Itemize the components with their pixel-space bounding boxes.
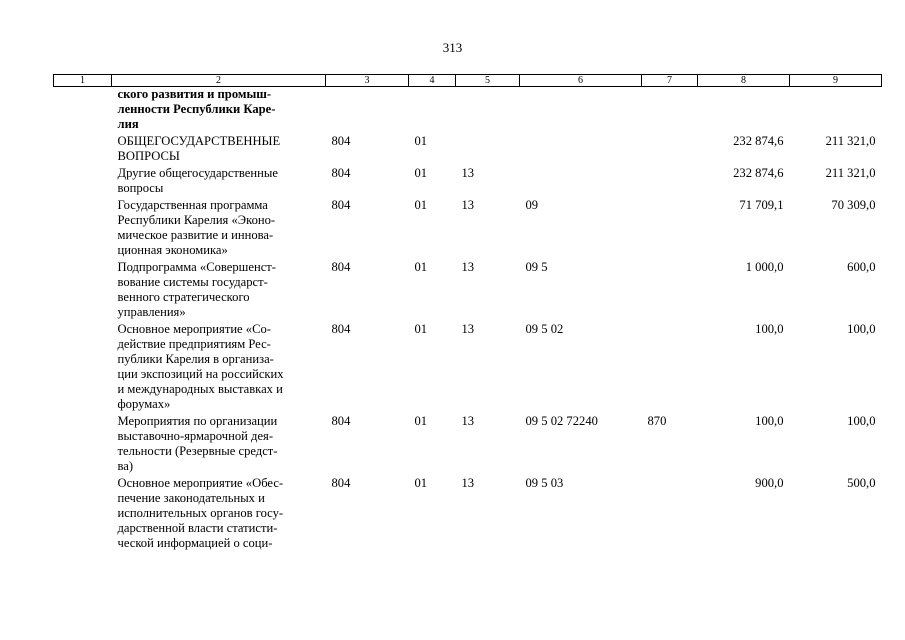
amount-year1-cell: 100,0 xyxy=(755,322,784,336)
amount-year1-cell xyxy=(698,87,790,135)
target-article-code-cell xyxy=(520,87,642,135)
ministry-code-cell: 804 xyxy=(331,414,351,428)
section-code-cell: 01 xyxy=(414,198,428,212)
item-name-cell: Основное мероприятие «Обес- печение законодательных и исполнительных органов госу- дарственной власти статисти- ческой информацией о соци- xyxy=(117,476,284,550)
item-name-cell: Другие общегосударственные вопросы xyxy=(117,166,278,195)
target-article-code-cell: 09 5 02 72240 xyxy=(525,414,598,428)
expense-type-code-cell xyxy=(642,166,698,198)
subsection-code-cell: 13 xyxy=(461,166,475,180)
table-row xyxy=(54,134,882,166)
column-header: 4 xyxy=(409,75,456,87)
section-code-cell: 01 xyxy=(414,322,428,336)
item-name-cell: ОБЩЕГОСУДАРСТВЕННЫЕ ВОПРОСЫ xyxy=(117,134,281,163)
target-article-code-cell xyxy=(520,134,642,166)
row-index-cell xyxy=(54,166,112,198)
expense-type-code-cell: 870 xyxy=(647,414,667,428)
section-code-cell: 01 xyxy=(414,134,428,148)
amount-year1-cell: 232 874,6 xyxy=(733,134,784,148)
subsection-code-cell: 13 xyxy=(461,322,475,336)
expense-type-code-cell xyxy=(642,476,698,553)
section-code-cell: 01 xyxy=(414,414,428,428)
section-code-cell: 01 xyxy=(414,260,428,274)
amount-year1-cell: 232 874,6 xyxy=(733,166,784,180)
target-article-code-cell: 09 5 02 xyxy=(525,322,564,336)
table-row xyxy=(54,476,882,553)
subsection-code-cell: 13 xyxy=(461,260,475,274)
expense-type-code-cell xyxy=(642,260,698,322)
column-number-header-row xyxy=(54,75,882,87)
row-index-cell xyxy=(54,476,112,553)
amount-year2-cell: 100,0 xyxy=(847,414,876,428)
subsection-code-cell: 13 xyxy=(461,414,475,428)
amount-year1-cell: 100,0 xyxy=(755,414,784,428)
column-header: 5 xyxy=(456,75,520,87)
column-header: 1 xyxy=(54,75,112,87)
target-article-code-cell xyxy=(520,166,642,198)
target-article-code-cell: 09 5 xyxy=(525,260,548,274)
subsection-code-cell: 13 xyxy=(461,198,475,212)
column-header: 9 xyxy=(790,75,882,87)
row-index-cell xyxy=(54,414,112,476)
ministry-code-cell: 804 xyxy=(331,134,351,148)
ministry-code-cell: 804 xyxy=(331,476,351,490)
row-index-cell xyxy=(54,322,112,414)
row-index-cell xyxy=(54,87,112,135)
row-index-cell xyxy=(54,198,112,260)
table-body xyxy=(54,87,882,554)
table-row xyxy=(54,260,882,322)
column-header: 3 xyxy=(326,75,409,87)
target-article-code-cell: 09 5 03 xyxy=(525,476,564,490)
ministry-code-cell xyxy=(326,87,409,135)
ministry-code-cell: 804 xyxy=(331,260,351,274)
amount-year2-cell: 70 309,0 xyxy=(831,198,876,212)
table-row xyxy=(54,166,882,198)
target-article-code-cell: 09 xyxy=(525,198,539,212)
amount-year2-cell: 211 321,0 xyxy=(825,166,876,180)
row-index-cell xyxy=(54,134,112,166)
section-code-cell: 01 xyxy=(414,476,428,490)
expense-type-code-cell xyxy=(642,322,698,414)
section-code-cell: 01 xyxy=(414,166,428,180)
ministry-code-cell: 804 xyxy=(331,166,351,180)
table-row xyxy=(54,198,882,260)
amount-year2-cell xyxy=(790,87,882,135)
amount-year2-cell: 500,0 xyxy=(847,476,876,490)
amount-year1-cell: 1 000,0 xyxy=(745,260,784,274)
column-header: 7 xyxy=(642,75,698,87)
subsection-code-cell: 13 xyxy=(461,476,475,490)
expense-type-code-cell xyxy=(642,198,698,260)
expense-type-code-cell xyxy=(642,134,698,166)
item-name-cell: Основное мероприятие «Со- действие предприятиям Рес- публики Карелия в организа- ции экспозиций на российских и международных выставках и форумах» xyxy=(117,322,284,411)
item-name-cell: Мероприятия по организации выставочно-ярмарочной дея- тельности (Резервные средст- ва) xyxy=(117,414,278,473)
row-index-cell xyxy=(54,260,112,322)
amount-year2-cell: 600,0 xyxy=(847,260,876,274)
column-header: 2 xyxy=(112,75,326,87)
table-row xyxy=(54,414,882,476)
page-number: 313 xyxy=(442,40,463,55)
subsection-code-cell xyxy=(456,87,520,135)
amount-year2-cell: 211 321,0 xyxy=(825,134,876,148)
section-code-cell xyxy=(409,87,456,135)
amount-year2-cell: 100,0 xyxy=(847,322,876,336)
table-row xyxy=(54,87,882,135)
item-name-cell: ского развития и промыш- ленности Республики Каре- лия xyxy=(117,87,276,131)
column-header: 6 xyxy=(520,75,642,87)
subsection-code-cell xyxy=(456,134,520,166)
budget-table xyxy=(53,74,882,553)
ministry-code-cell: 804 xyxy=(331,198,351,212)
expense-type-code-cell xyxy=(642,87,698,135)
item-name-cell: Государственная программа Республики Карелия «Эконо- мическое развитие и иннова- ционная экономика» xyxy=(117,198,276,257)
amount-year1-cell: 71 709,1 xyxy=(739,198,784,212)
item-name-cell: Подпрограмма «Совершенст- вование системы государст- венного стратегического управления» xyxy=(117,260,276,319)
amount-year1-cell: 900,0 xyxy=(755,476,784,490)
column-header: 8 xyxy=(698,75,790,87)
ministry-code-cell: 804 xyxy=(331,322,351,336)
table-row xyxy=(54,322,882,414)
